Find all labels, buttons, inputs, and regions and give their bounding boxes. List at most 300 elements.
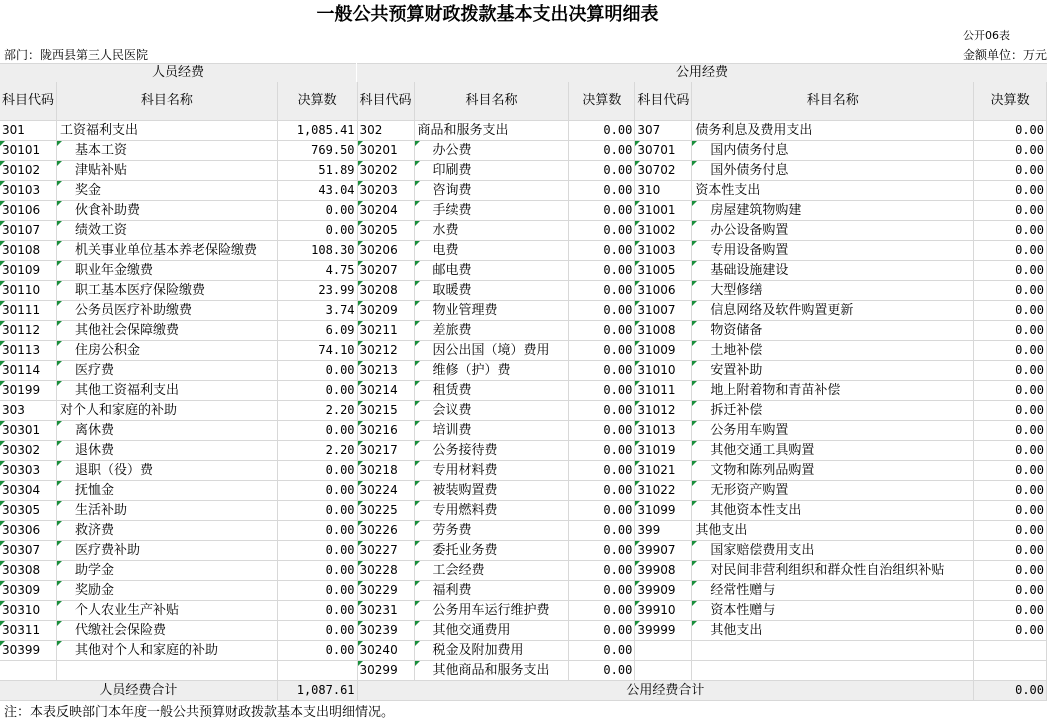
subject-name-cell[interactable]: 咨询费 [414, 181, 569, 201]
subject-code-cell[interactable]: 30101 [0, 141, 57, 161]
amount-cell[interactable]: 0.00 [974, 321, 1047, 341]
subject-name-cell[interactable]: 办公设备购置 [692, 221, 974, 241]
table-row [0, 401, 1047, 421]
amount-cell[interactable]: 0.00 [277, 381, 357, 401]
table-row [0, 641, 1047, 661]
subject-name-cell[interactable]: 公务用车购置 [692, 421, 974, 441]
amount-cell[interactable] [974, 661, 1047, 681]
subject-name-cell[interactable]: 其他商品和服务支出 [414, 661, 569, 681]
amount-cell[interactable]: 0.00 [569, 421, 635, 441]
subject-code-cell[interactable]: 307 [635, 121, 692, 141]
amount-cell[interactable]: 0.00 [974, 601, 1047, 621]
col-header-name[interactable]: 科目名称 [414, 82, 569, 121]
table-row [0, 281, 1047, 301]
subject-code-cell[interactable]: 30106 [0, 201, 57, 221]
table-row [0, 521, 1047, 541]
table-row [0, 181, 1047, 201]
amount-cell[interactable]: 0.00 [974, 461, 1047, 481]
subject-name-cell[interactable]: 国外债务付息 [692, 161, 974, 181]
amount-cell[interactable]: 0.00 [974, 141, 1047, 161]
subject-code-cell[interactable]: 30205 [357, 221, 414, 241]
subject-name-cell[interactable]: 房屋建筑物购建 [692, 201, 974, 221]
subject-name-cell[interactable]: 生活补助 [57, 501, 278, 521]
subject-code-cell[interactable]: 30207 [357, 261, 414, 281]
department-label: 部门：陇西县第三人民医院 [4, 48, 149, 62]
table-row [0, 381, 1047, 401]
amount-cell[interactable]: 0.00 [277, 501, 357, 521]
subject-code-cell[interactable]: 31013 [635, 421, 692, 441]
amount-cell[interactable]: 43.04 [277, 181, 357, 201]
amount-cell[interactable]: 0.00 [277, 201, 357, 221]
subject-code-cell[interactable]: 30227 [357, 541, 414, 561]
subject-name-cell[interactable]: 基础设施建设 [692, 261, 974, 281]
amount-cell[interactable]: 0.00 [569, 221, 635, 241]
amount-cell[interactable]: 1,085.41 [277, 121, 357, 141]
subject-code-cell[interactable]: 30305 [0, 501, 57, 521]
amount-cell[interactable]: 0.00 [277, 561, 357, 581]
subject-code-cell[interactable]: 30311 [0, 621, 57, 641]
amount-cell[interactable]: 0.00 [974, 361, 1047, 381]
unit-label: 金额单位：万元 [963, 48, 1047, 62]
subject-name-cell[interactable]: 奖励金 [57, 581, 278, 601]
subject-code-cell[interactable]: 30702 [635, 161, 692, 181]
amount-cell[interactable]: 0.00 [569, 581, 635, 601]
subject-name-cell[interactable]: 培训费 [414, 421, 569, 441]
subject-name-cell[interactable]: 绩效工资 [57, 221, 278, 241]
amount-cell[interactable]: 0.00 [974, 281, 1047, 301]
table-row [0, 661, 1047, 681]
subject-code-cell[interactable]: 30112 [0, 321, 57, 341]
amount-cell[interactable]: 108.30 [277, 241, 357, 261]
table-row [0, 301, 1047, 321]
table-row [0, 161, 1047, 181]
subject-name-cell[interactable]: 福利费 [414, 581, 569, 601]
table-row [0, 621, 1047, 641]
subject-code-cell[interactable]: 31021 [635, 461, 692, 481]
table-row [0, 581, 1047, 601]
subject-code-cell[interactable]: 30304 [0, 481, 57, 501]
amount-cell[interactable]: 0.00 [277, 361, 357, 381]
col-header-amount[interactable]: 决算数 [974, 82, 1047, 121]
personnel-expense-header: 人员经费 [0, 63, 356, 82]
col-header-code[interactable]: 科目代码 [0, 82, 57, 121]
subject-code-cell[interactable]: 399 [635, 521, 692, 541]
subject-name-cell[interactable]: 医疗费 [57, 361, 278, 381]
amount-cell[interactable]: 0.00 [974, 561, 1047, 581]
subject-code-cell[interactable]: 30399 [0, 641, 57, 661]
report-title: 一般公共预算财政拨款基本支出决算明细表 [316, 4, 659, 25]
amount-cell[interactable]: 0.00 [277, 621, 357, 641]
col-header-code[interactable]: 科目代码 [635, 82, 692, 121]
amount-cell[interactable]: 0.00 [569, 621, 635, 641]
amount-cell[interactable]: 4.75 [277, 261, 357, 281]
amount-cell[interactable]: 0.00 [974, 481, 1047, 501]
subject-code-cell[interactable]: 30212 [357, 341, 414, 361]
table-row [0, 441, 1047, 461]
subject-code-cell[interactable]: 39908 [635, 561, 692, 581]
subject-name-cell[interactable]: 公务接待费 [414, 441, 569, 461]
amount-cell[interactable]: 0.00 [974, 181, 1047, 201]
amount-cell[interactable]: 0.00 [277, 221, 357, 241]
amount-cell[interactable]: 0.00 [974, 501, 1047, 521]
table-row [0, 241, 1047, 261]
subject-code-cell[interactable]: 30211 [357, 321, 414, 341]
amount-cell[interactable]: 0.00 [974, 221, 1047, 241]
subject-code-cell[interactable]: 30110 [0, 281, 57, 301]
amount-cell[interactable]: 0.00 [974, 341, 1047, 361]
amount-cell[interactable]: 0.00 [569, 361, 635, 381]
subject-code-cell[interactable]: 310 [635, 181, 692, 201]
amount-cell[interactable]: 0.00 [277, 641, 357, 661]
subject-code-cell[interactable]: 30229 [357, 581, 414, 601]
amount-cell[interactable]: 0.00 [569, 501, 635, 521]
subject-name-cell[interactable]: 税金及附加费用 [414, 641, 569, 661]
subject-code-cell[interactable]: 31008 [635, 321, 692, 341]
amount-cell[interactable]: 0.00 [974, 241, 1047, 261]
subject-name-cell[interactable]: 其他资本性支出 [692, 501, 974, 521]
subject-name-cell[interactable] [692, 641, 974, 661]
subject-name-cell[interactable]: 国家赔偿费用支出 [692, 541, 974, 561]
subject-code-cell[interactable] [635, 641, 692, 661]
amount-cell[interactable]: 0.00 [974, 621, 1047, 641]
subject-code-cell[interactable]: 30215 [357, 401, 414, 421]
subject-code-cell[interactable]: 30111 [0, 301, 57, 321]
subject-name-cell[interactable]: 工资福利支出 [57, 121, 278, 141]
subject-name-cell[interactable]: 津贴补贴 [57, 161, 278, 181]
public-expense-header: 公用经费 [357, 63, 1047, 82]
amount-cell[interactable]: 0.00 [569, 141, 635, 161]
amount-cell[interactable]: 0.00 [974, 581, 1047, 601]
subject-name-cell[interactable]: 办公费 [414, 141, 569, 161]
subject-code-cell[interactable]: 31007 [635, 301, 692, 321]
subject-name-cell[interactable]: 取暖费 [414, 281, 569, 301]
subject-name-cell[interactable]: 退职（役）费 [57, 461, 278, 481]
amount-cell[interactable]: 0.00 [974, 541, 1047, 561]
amount-cell[interactable]: 0.00 [974, 441, 1047, 461]
subject-name-cell[interactable]: 工会经费 [414, 561, 569, 581]
amount-cell[interactable]: 0.00 [569, 181, 635, 201]
amount-cell[interactable]: 769.50 [277, 141, 357, 161]
table-row [0, 361, 1047, 381]
table-header-row [0, 82, 1047, 121]
amount-cell[interactable]: 0.00 [974, 121, 1047, 141]
subject-code-cell[interactable]: 302 [357, 121, 414, 141]
subject-name-cell[interactable]: 债务利息及费用支出 [692, 121, 974, 141]
col-header-code[interactable]: 科目代码 [357, 82, 414, 121]
amount-cell[interactable]: 0.00 [569, 661, 635, 681]
subject-name-cell[interactable]: 拆迁补偿 [692, 401, 974, 421]
amount-cell[interactable]: 0.00 [569, 261, 635, 281]
table-row [0, 561, 1047, 581]
subject-code-cell[interactable]: 30701 [635, 141, 692, 161]
subject-name-cell[interactable]: 维修（护）费 [414, 361, 569, 381]
subject-code-cell[interactable]: 30303 [0, 461, 57, 481]
amount-cell[interactable]: 6.09 [277, 321, 357, 341]
amount-cell[interactable]: 0.00 [569, 481, 635, 501]
subject-code-cell[interactable]: 30103 [0, 181, 57, 201]
subject-code-cell[interactable]: 30208 [357, 281, 414, 301]
col-header-name[interactable]: 科目名称 [692, 82, 974, 121]
subject-code-cell[interactable]: 31001 [635, 201, 692, 221]
subject-code-cell[interactable]: 30231 [357, 601, 414, 621]
subject-code-cell[interactable]: 303 [0, 401, 57, 421]
subject-name-cell[interactable]: 其他社会保障缴费 [57, 321, 278, 341]
subject-code-cell[interactable]: 30224 [357, 481, 414, 501]
subject-name-cell[interactable]: 救济费 [57, 521, 278, 541]
subject-name-cell[interactable]: 安置补助 [692, 361, 974, 381]
amount-cell[interactable]: 0.00 [569, 121, 635, 141]
subject-name-cell[interactable]: 抚恤金 [57, 481, 278, 501]
amount-cell[interactable]: 0.00 [974, 521, 1047, 541]
amount-cell[interactable]: 74.10 [277, 341, 357, 361]
subject-name-cell[interactable]: 公务用车运行维护费 [414, 601, 569, 621]
subject-code-cell[interactable]: 31012 [635, 401, 692, 421]
subject-code-cell[interactable]: 30218 [357, 461, 414, 481]
amount-cell[interactable]: 0.00 [569, 381, 635, 401]
subject-name-cell[interactable]: 地上附着物和青苗补偿 [692, 381, 974, 401]
amount-cell[interactable]: 0.00 [569, 201, 635, 221]
subject-name-cell[interactable]: 无形资产购置 [692, 481, 974, 501]
subject-name-cell[interactable]: 资本性赠与 [692, 601, 974, 621]
amount-cell[interactable]: 0.00 [569, 521, 635, 541]
amount-cell[interactable]: 0.00 [569, 601, 635, 621]
amount-cell[interactable]: 0.00 [569, 241, 635, 261]
subject-name-cell[interactable]: 会议费 [414, 401, 569, 421]
subject-code-cell[interactable]: 30107 [0, 221, 57, 241]
col-header-amount[interactable]: 决算数 [277, 82, 357, 121]
subject-name-cell[interactable]: 信息网络及软件购置更新 [692, 301, 974, 321]
subject-code-cell[interactable]: 30114 [0, 361, 57, 381]
public-total-label[interactable]: 公用经费合计 [357, 681, 974, 701]
subject-name-cell[interactable]: 专用材料费 [414, 461, 569, 481]
amount-cell[interactable]: 0.00 [974, 421, 1047, 441]
amount-cell[interactable]: 0.00 [569, 461, 635, 481]
subject-code-cell[interactable]: 30217 [357, 441, 414, 461]
col-header-name[interactable]: 科目名称 [57, 82, 278, 121]
subject-code-cell[interactable]: 301 [0, 121, 57, 141]
subject-code-cell[interactable]: 31009 [635, 341, 692, 361]
subject-name-cell[interactable]: 物资储备 [692, 321, 974, 341]
subject-code-cell[interactable]: 30213 [357, 361, 414, 381]
subject-name-cell[interactable]: 印刷费 [414, 161, 569, 181]
subject-name-cell[interactable]: 土地补偿 [692, 341, 974, 361]
subject-name-cell[interactable]: 邮电费 [414, 261, 569, 281]
table-row [0, 201, 1047, 221]
table-code: 公开06表 [963, 29, 1010, 42]
subject-name-cell[interactable]: 其他支出 [692, 621, 974, 641]
subject-code-cell[interactable]: 30226 [357, 521, 414, 541]
subject-code-cell[interactable]: 39910 [635, 601, 692, 621]
subject-name-cell[interactable]: 住房公积金 [57, 341, 278, 361]
amount-cell[interactable]: 0.00 [277, 521, 357, 541]
amount-cell[interactable]: 0.00 [974, 261, 1047, 281]
amount-cell[interactable]: 0.00 [974, 201, 1047, 221]
subject-name-cell[interactable]: 专用设备购置 [692, 241, 974, 261]
subject-name-cell[interactable]: 助学金 [57, 561, 278, 581]
amount-cell[interactable]: 0.00 [569, 441, 635, 461]
subject-name-cell[interactable] [692, 661, 974, 681]
amount-cell[interactable]: 0.00 [277, 601, 357, 621]
table-row [0, 141, 1047, 161]
subject-code-cell[interactable]: 30216 [357, 421, 414, 441]
subject-name-cell[interactable]: 职业年金缴费 [57, 261, 278, 281]
subject-code-cell[interactable]: 30209 [357, 301, 414, 321]
amount-cell[interactable]: 0.00 [277, 581, 357, 601]
subject-code-cell[interactable]: 30301 [0, 421, 57, 441]
subject-name-cell[interactable]: 退休费 [57, 441, 278, 461]
amount-cell[interactable]: 0.00 [277, 421, 357, 441]
amount-cell[interactable]: 0.00 [569, 541, 635, 561]
subject-name-cell[interactable]: 其他工资福利支出 [57, 381, 278, 401]
table-row [0, 541, 1047, 561]
table-row [0, 481, 1047, 501]
table-row [0, 341, 1047, 361]
subject-name-cell[interactable]: 大型修缮 [692, 281, 974, 301]
subject-name-cell[interactable]: 医疗费补助 [57, 541, 278, 561]
subject-code-cell[interactable]: 31011 [635, 381, 692, 401]
subject-name-cell[interactable]: 其他对个人和家庭的补助 [57, 641, 278, 661]
subject-name-cell[interactable]: 差旅费 [414, 321, 569, 341]
footnote: 注：本表反映部门本年度一般公共预算财政拨款基本支出明细情况。 [4, 705, 395, 720]
subject-code-cell[interactable]: 30302 [0, 441, 57, 461]
subject-code-cell[interactable]: 31005 [635, 261, 692, 281]
subject-name-cell[interactable]: 其他交通费用 [414, 621, 569, 641]
amount-cell[interactable]: 3.74 [277, 301, 357, 321]
amount-cell[interactable]: 0.00 [569, 161, 635, 181]
amount-cell[interactable]: 0.00 [569, 301, 635, 321]
personnel-total-amount[interactable]: 1,087.61 [277, 681, 357, 701]
subject-code-cell[interactable]: 30199 [0, 381, 57, 401]
subject-code-cell[interactable]: 30306 [0, 521, 57, 541]
subject-name-cell[interactable]: 专用燃料费 [414, 501, 569, 521]
subject-name-cell[interactable]: 手续费 [414, 201, 569, 221]
subject-name-cell[interactable]: 水费 [414, 221, 569, 241]
amount-cell[interactable]: 0.00 [569, 561, 635, 581]
subject-code-cell[interactable]: 30308 [0, 561, 57, 581]
subject-name-cell[interactable]: 国内债务付息 [692, 141, 974, 161]
subject-code-cell[interactable]: 30206 [357, 241, 414, 261]
subject-name-cell[interactable]: 文物和陈列品购置 [692, 461, 974, 481]
amount-cell[interactable]: 0.00 [569, 321, 635, 341]
subject-code-cell[interactable]: 30204 [357, 201, 414, 221]
amount-cell[interactable]: 0.00 [277, 481, 357, 501]
subject-name-cell[interactable]: 伙食补助费 [57, 201, 278, 221]
subject-code-cell[interactable]: 39999 [635, 621, 692, 641]
subject-code-cell[interactable]: 31010 [635, 361, 692, 381]
subject-code-cell[interactable]: 31019 [635, 441, 692, 461]
amount-cell[interactable]: 0.00 [569, 341, 635, 361]
subject-name-cell[interactable]: 租赁费 [414, 381, 569, 401]
amount-cell[interactable]: 0.00 [974, 381, 1047, 401]
subject-code-cell[interactable]: 30228 [357, 561, 414, 581]
subject-code-cell[interactable]: 30108 [0, 241, 57, 261]
subject-code-cell[interactable]: 30113 [0, 341, 57, 361]
subject-name-cell[interactable]: 资本性支出 [692, 181, 974, 201]
subject-name-cell[interactable]: 代缴社会保险费 [57, 621, 278, 641]
subject-name-cell[interactable]: 劳务费 [414, 521, 569, 541]
subject-code-cell[interactable] [635, 661, 692, 681]
subject-name-cell[interactable]: 因公出国（境）费用 [414, 341, 569, 361]
subject-code-cell[interactable]: 31003 [635, 241, 692, 261]
subject-name-cell[interactable]: 对个人和家庭的补助 [57, 401, 278, 421]
subject-code-cell[interactable]: 30309 [0, 581, 57, 601]
subject-code-cell[interactable]: 30310 [0, 601, 57, 621]
subject-name-cell[interactable]: 物业管理费 [414, 301, 569, 321]
subject-name-cell[interactable]: 被装购置费 [414, 481, 569, 501]
amount-cell[interactable]: 0.00 [974, 161, 1047, 181]
table-row [0, 421, 1047, 441]
amount-cell[interactable] [974, 641, 1047, 661]
subject-code-cell[interactable]: 30225 [357, 501, 414, 521]
subject-code-cell[interactable]: 30109 [0, 261, 57, 281]
amount-cell[interactable]: 2.20 [277, 401, 357, 421]
subject-code-cell[interactable]: 30102 [0, 161, 57, 181]
amount-cell[interactable]: 0.00 [277, 541, 357, 561]
subject-code-cell[interactable] [0, 661, 57, 681]
personnel-total-label[interactable]: 人员经费合计 [0, 681, 277, 701]
subject-name-cell[interactable]: 奖金 [57, 181, 278, 201]
amount-cell[interactable]: 0.00 [569, 641, 635, 661]
table-row [0, 261, 1047, 281]
subject-code-cell[interactable]: 31006 [635, 281, 692, 301]
subject-name-cell[interactable]: 经常性赠与 [692, 581, 974, 601]
totals-row [0, 681, 1047, 701]
amount-cell[interactable]: 0.00 [569, 401, 635, 421]
subject-name-cell[interactable]: 其他支出 [692, 521, 974, 541]
amount-cell[interactable]: 0.00 [974, 401, 1047, 421]
subject-code-cell[interactable]: 39907 [635, 541, 692, 561]
subject-name-cell[interactable]: 职工基本医疗保险缴费 [57, 281, 278, 301]
table-row [0, 221, 1047, 241]
amount-cell[interactable]: 0.00 [569, 281, 635, 301]
subject-code-cell[interactable]: 30239 [357, 621, 414, 641]
subject-name-cell[interactable]: 委托业务费 [414, 541, 569, 561]
subject-code-cell[interactable]: 30240 [357, 641, 414, 661]
subject-name-cell[interactable]: 基本工资 [57, 141, 278, 161]
subject-code-cell[interactable]: 31099 [635, 501, 692, 521]
subject-name-cell[interactable]: 商品和服务支出 [414, 121, 569, 141]
subject-code-cell[interactable]: 30214 [357, 381, 414, 401]
subject-code-cell[interactable]: 31022 [635, 481, 692, 501]
subject-name-cell[interactable]: 公务员医疗补助缴费 [57, 301, 278, 321]
subject-code-cell[interactable]: 30299 [357, 661, 414, 681]
subject-name-cell[interactable]: 离休费 [57, 421, 278, 441]
expense-table [0, 82, 1047, 701]
subject-name-cell[interactable]: 电费 [414, 241, 569, 261]
subject-name-cell[interactable]: 对民间非营利组织和群众性自治组织补贴 [692, 561, 974, 581]
amount-cell[interactable]: 2.20 [277, 441, 357, 461]
amount-cell[interactable] [277, 661, 357, 681]
table-row [0, 321, 1047, 341]
subject-code-cell[interactable]: 30307 [0, 541, 57, 561]
subject-name-cell[interactable]: 其他交通工具购置 [692, 441, 974, 461]
subject-name-cell[interactable] [57, 661, 278, 681]
subject-name-cell[interactable]: 机关事业单位基本养老保险缴费 [57, 241, 278, 261]
amount-cell[interactable]: 51.89 [277, 161, 357, 181]
amount-cell[interactable]: 0.00 [277, 461, 357, 481]
subject-code-cell[interactable]: 39909 [635, 581, 692, 601]
subject-name-cell[interactable]: 个人农业生产补贴 [57, 601, 278, 621]
col-header-amount[interactable]: 决算数 [569, 82, 635, 121]
amount-cell[interactable]: 0.00 [974, 301, 1047, 321]
subject-code-cell[interactable]: 30202 [357, 161, 414, 181]
amount-cell[interactable]: 23.99 [277, 281, 357, 301]
public-total-amount[interactable]: 0.00 [974, 681, 1047, 701]
subject-code-cell[interactable]: 30203 [357, 181, 414, 201]
table-row [0, 601, 1047, 621]
subject-code-cell[interactable]: 31002 [635, 221, 692, 241]
subject-code-cell[interactable]: 30201 [357, 141, 414, 161]
